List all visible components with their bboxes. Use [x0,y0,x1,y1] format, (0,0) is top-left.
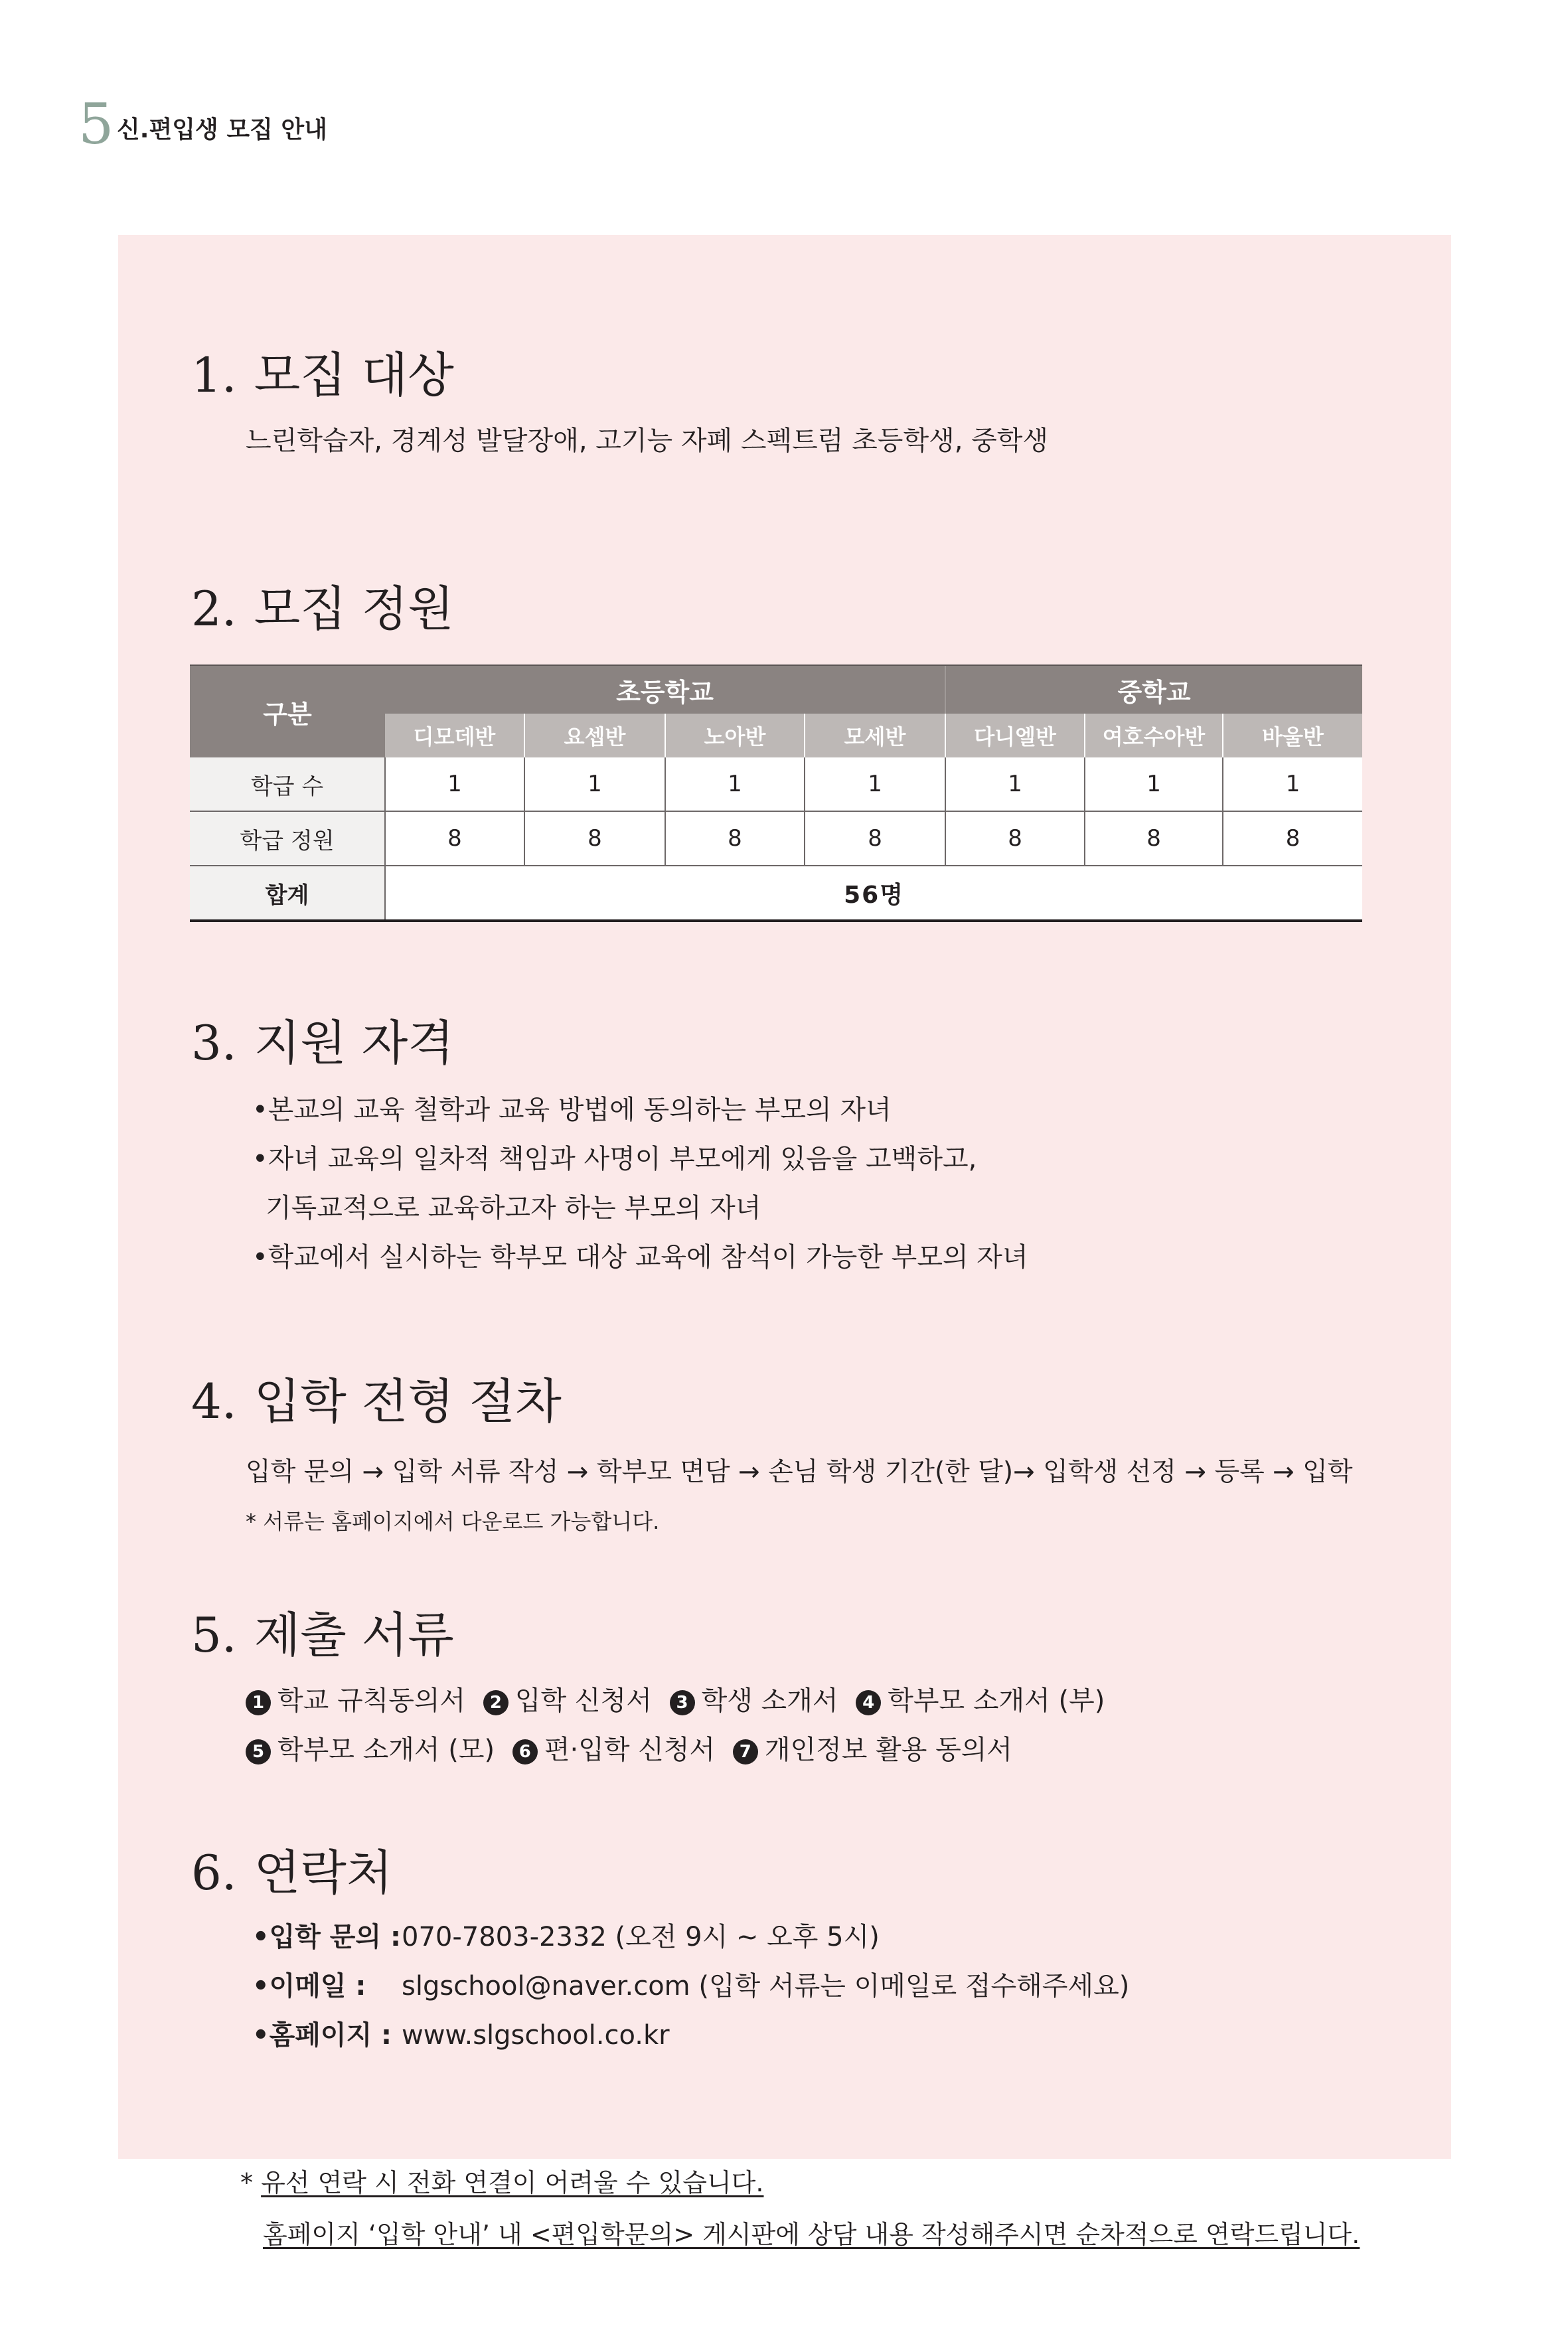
footnote-line-1 [240,2165,763,2200]
number-badge: 5 [246,1739,271,1764]
document-item: 학생 소개서 [701,1686,838,1716]
table-cell: 1 [1085,757,1223,811]
email-value: slgschool@naver.com (입학 서류는 이메일로 접수해주세요) [402,1971,1130,2001]
number-badge: 1 [246,1690,271,1715]
download-note: * 서류는 홈페이지에서 다운로드 가능합니다. [246,1509,660,1534]
list-item: •학교에서 실시하는 학부모 대상 교육에 참석이 가능한 부모의 자녀 [252,1242,1028,1273]
row-label-class-capacity: 학급 정원 [190,811,385,866]
enrollment-table [190,666,1362,921]
table-cell: 8 [1085,811,1223,866]
documents-line-1 [246,1682,1105,1719]
total-value: 56명 [385,866,1362,920]
number-badge: 6 [512,1739,538,1764]
table-cell: 8 [385,811,524,866]
class-header: 디모데반 [385,714,524,757]
document-item: 개인정보 활용 동의서 [764,1735,1013,1765]
section-5-title: 5. 제출 서류 [191,1607,454,1663]
class-header: 노아반 [665,714,805,757]
contact-label: •입학 문의 : [252,1922,401,1952]
section-1-title: 1. 모집 대상 [191,347,454,403]
class-header: 다니엘반 [945,714,1085,757]
header-middle-school: 중학교 [945,666,1362,714]
table-cell: 1 [524,757,665,811]
section-1-text: 느린학습자, 경계성 발달장애, 고기능 자폐 스펙트럼 초등학생, 중학생 [246,426,1049,456]
document-item: 학부모 소개서 (부) [888,1686,1105,1716]
table-corner-header: 구분 [190,666,385,757]
class-header: 바울반 [1223,714,1362,757]
row-label-class-count: 학급 수 [190,757,385,811]
header-elementary: 초등학교 [385,666,945,714]
section-6-title: 6. 연락처 [191,1845,393,1901]
section-label: 신.편입생 모집 안내 [117,116,327,143]
table-cell: 8 [805,811,945,866]
list-item: •본교의 교육 철학과 교육 방법에 동의하는 부모의 자녀 [252,1095,892,1125]
table-cell: 1 [665,757,805,811]
table-cell: 8 [945,811,1085,866]
table-cell: 1 [385,757,524,811]
table-cell: 8 [665,811,805,866]
row-label-total: 합계 [190,866,385,920]
document-item: 입학 신청서 [514,1686,652,1716]
section-2-title: 2. 모집 정원 [191,581,454,637]
table-cell: 1 [1223,757,1362,811]
footnote-text: 유선 연락 시 전화 연결이 어려울 수 있습니다. [261,2168,764,2197]
document-item: 학부모 소개서 (모) [277,1735,495,1765]
footnote-line-2 [263,2217,1360,2252]
contact-phone [252,1920,880,1954]
class-header: 요셉반 [524,714,665,757]
document-item: 편·입학 신청서 [544,1735,716,1765]
phone-value: 070-7803-2332 (오전 9시 ~ 오후 5시) [402,1922,880,1952]
class-header: 모세반 [805,714,945,757]
table-row [190,757,1362,811]
contact-label: •이메일 : [252,1971,366,2001]
list-item: •자녀 교육의 일차적 책임과 사명이 부모에게 있음을 고백하고, [252,1144,977,1174]
document-item: 학교 규칙동의서 [277,1686,466,1716]
table-row-total [190,866,1362,920]
footnote-text: 홈페이지 ‘입학 안내’ 내 <편입학문의> 게시판에 상담 내용 작성해주시면 순차적으로 연락드립니다. [263,2220,1360,2249]
number-badge: 3 [670,1690,695,1715]
number-badge: 7 [733,1739,758,1764]
footnote-mark: * [240,2168,253,2197]
table-cell: 8 [1223,811,1362,866]
list-item: 기독교적으로 교육하고자 하는 부모의 자녀 [266,1193,761,1223]
admission-steps: 입학 문의 → 입학 서류 작성 → 학부모 면담 → 손님 학생 기간(한 달)→ 입학생 선정 → 등록 → 입학 [246,1457,1353,1487]
contact-email [252,1969,1129,2003]
table-cell: 1 [805,757,945,811]
number-badge: 4 [856,1690,881,1715]
homepage-value: www.slgschool.co.kr [402,2020,670,2051]
documents-line-2 [246,1731,1012,1768]
table-row [190,811,1362,866]
contact-homepage [252,2018,670,2053]
table-cell: 1 [945,757,1085,811]
table-bottom-rule [190,919,1362,922]
class-header: 여호수아반 [1085,714,1223,757]
page-number: 5 [78,92,114,157]
section-4-title: 4. 입학 전형 절차 [191,1373,562,1429]
table-cell: 8 [524,811,665,866]
section-3-title: 3. 지원 자격 [191,1015,454,1071]
number-badge: 2 [483,1690,509,1715]
contact-label: •홈페이지 : [252,2020,392,2051]
